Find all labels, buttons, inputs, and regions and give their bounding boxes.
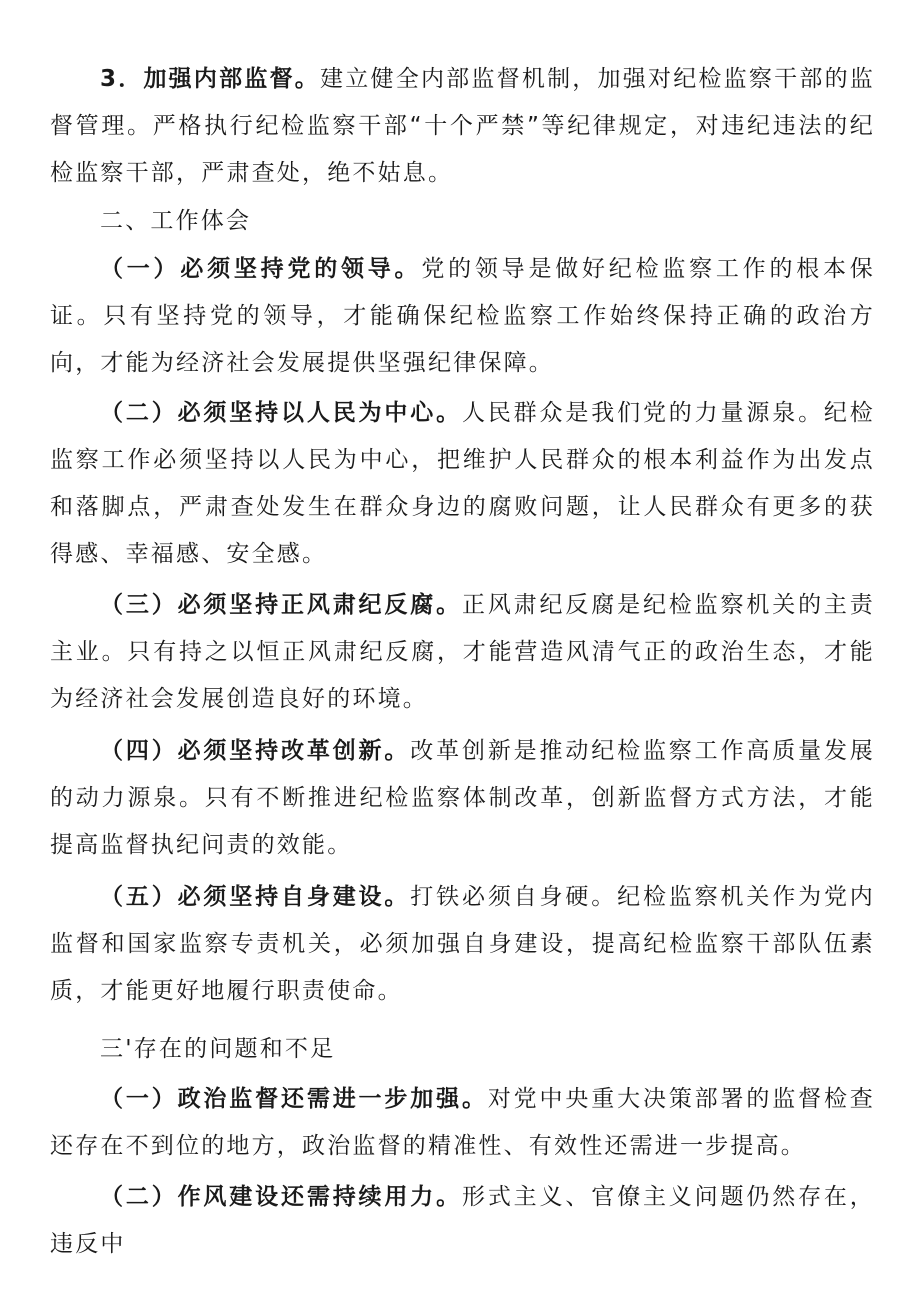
paragraph-lead: （一）必须坚持党的领导。	[100, 256, 422, 282]
paragraph-reform-innovation	[50, 728, 875, 869]
paragraph-body: 形式主义、官僚主义问题仍然存在，违反中	[50, 1184, 875, 1257]
paragraph-body: 人民群众是我们党的力量源泉。纪检监察工作必须坚持以人民为中心，把维护人民群众的根本利益作为出发点和落脚点，严肃查处发生在群众身边的腐败问题，让人民群众有更多的获得感、幸福感、安全感。	[50, 400, 875, 567]
paragraph-political-supervision	[50, 1076, 875, 1170]
paragraph-work-style	[50, 1174, 875, 1268]
paragraph-self-construction	[50, 874, 875, 1015]
paragraph-lead: （二）必须坚持以人民为中心。	[100, 400, 462, 426]
paragraph-body: 对党中央重大决策部署的监督检查还存在不到位的地方，政治监督的精准性、有效性还需进一步提高。	[50, 1086, 876, 1159]
section-heading-work-experience: 二、工作体会	[100, 208, 252, 234]
paragraph-body: 建立健全内部监督机制，加强对纪检监察干部的监督管理。严格执行纪检监察干部“十个严禁”等纪律规定，对违纪违法的纪检监察干部，严肃查处，绝不姑息。	[50, 66, 875, 186]
paragraph-internal-supervision	[50, 56, 875, 197]
paragraph-body: 党的领导是做好纪检监察工作的根本保证。只有坚持党的领导，才能确保纪检监察工作始终保持正确的政治方向，才能为经济社会发展提供坚强纪律保障。	[50, 256, 875, 376]
paragraph-lead: 3．加强内部监督。	[100, 66, 321, 92]
paragraph-lead: （四）必须坚持改革创新。	[100, 738, 411, 764]
paragraph-body: 正风肃纪反腐是纪检监察机关的主责主业。只有持之以恒正风肃纪反腐，才能营造风清气正的政治生态，才能为经济社会发展创造良好的环境。	[50, 592, 875, 712]
paragraph-body: 打铁必须自身硬。纪检监察机关作为党内监督和国家监察专责机关，必须加强自身建设，提高纪检监察干部队伍素质，才能更好地履行职责使命。	[50, 884, 875, 1004]
paragraph-lead: （三）必须坚持正风肃纪反腐。	[100, 592, 462, 618]
paragraph-people-centered	[50, 390, 875, 578]
paragraph-party-leadership	[50, 246, 875, 387]
paragraph-lead: （二）作风建设还需持续用力。	[100, 1184, 462, 1210]
section-heading-problems: 三'存在的问题和不足	[100, 1036, 336, 1062]
paragraph-anti-corruption	[50, 582, 875, 723]
paragraph-lead: （五）必须坚持自身建设。	[100, 884, 411, 910]
paragraph-body: 改革创新是推动纪检监察工作高质量发展的动力源泉。只有不断推进纪检监察体制改革，创新监督方式方法，才能提高监督执纪问责的效能。	[50, 738, 875, 858]
paragraph-lead: （一）政治监督还需进一步加强。	[100, 1086, 488, 1112]
